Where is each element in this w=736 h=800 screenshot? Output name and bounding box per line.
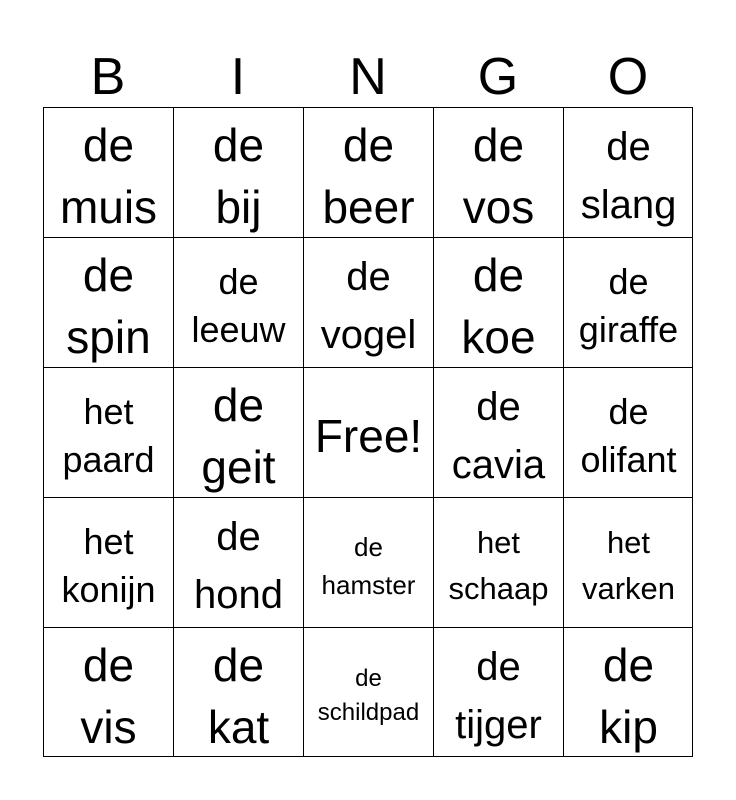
cell-text: de vis [80,638,137,753]
cell-text: de vos [462,118,535,233]
free-space-text: Free! [314,409,423,462]
bingo-cell[interactable] [563,107,693,237]
bingo-cell[interactable] [173,237,303,367]
cell-text: de leeuw [191,260,286,350]
cell-text: de muis [59,118,158,233]
cell-text: de kat [207,638,270,753]
cell-text: het varken [581,524,676,606]
bingo-cell[interactable] [433,237,563,367]
cell-text: de spin [66,248,151,363]
bingo-cell[interactable] [433,627,563,757]
bingo-cell[interactable] [433,107,563,237]
cell-text: de olifant [580,390,677,480]
cell-text: de schildpad [317,664,420,726]
cell-text: de slang [580,124,677,227]
cell-text: de hond [194,514,283,617]
bingo-cell[interactable] [563,237,693,367]
bingo-cell[interactable] [43,107,173,237]
header-letter-i: I [230,48,246,106]
cell-text: de kip [599,638,658,753]
cell-text: de tijger [455,644,542,747]
bingo-cell[interactable] [43,367,173,497]
bingo-cell[interactable] [303,237,433,367]
bingo-cell[interactable] [173,497,303,627]
header-letter-n: N [349,48,387,106]
cell-text: de bij [212,118,265,233]
bingo-header [43,46,693,108]
cell-text: het konijn [61,520,156,610]
header-letter-b: B [90,48,126,106]
cell-text: het paard [62,390,155,480]
bingo-cell[interactable] [43,497,173,627]
bingo-cell[interactable] [563,367,693,497]
cell-text: de geit [201,378,276,493]
cell-text: de vogel [320,254,417,357]
free-cell[interactable] [303,367,433,497]
header-letter-o: O [607,48,649,106]
cell-text: de cavia [451,384,546,487]
bingo-cell[interactable] [303,107,433,237]
cell-text: de giraffe [578,260,679,350]
bingo-cell[interactable] [43,237,173,367]
cell-text: de hamster [321,531,416,600]
bingo-cell[interactable] [173,367,303,497]
bingo-cell[interactable] [303,627,433,757]
bingo-cell[interactable] [563,497,693,627]
cell-text: de beer [322,118,415,233]
cell-text: de koe [461,248,536,363]
bingo-cell[interactable] [433,367,563,497]
bingo-board [43,107,693,757]
bingo-cell[interactable] [43,627,173,757]
bingo-cell[interactable] [173,107,303,237]
bingo-cell[interactable] [173,627,303,757]
bingo-cell[interactable] [563,627,693,757]
header-letter-g: G [477,48,519,106]
bingo-cell[interactable] [303,497,433,627]
bingo-cell[interactable] [433,497,563,627]
cell-text: het schaap [448,524,549,606]
